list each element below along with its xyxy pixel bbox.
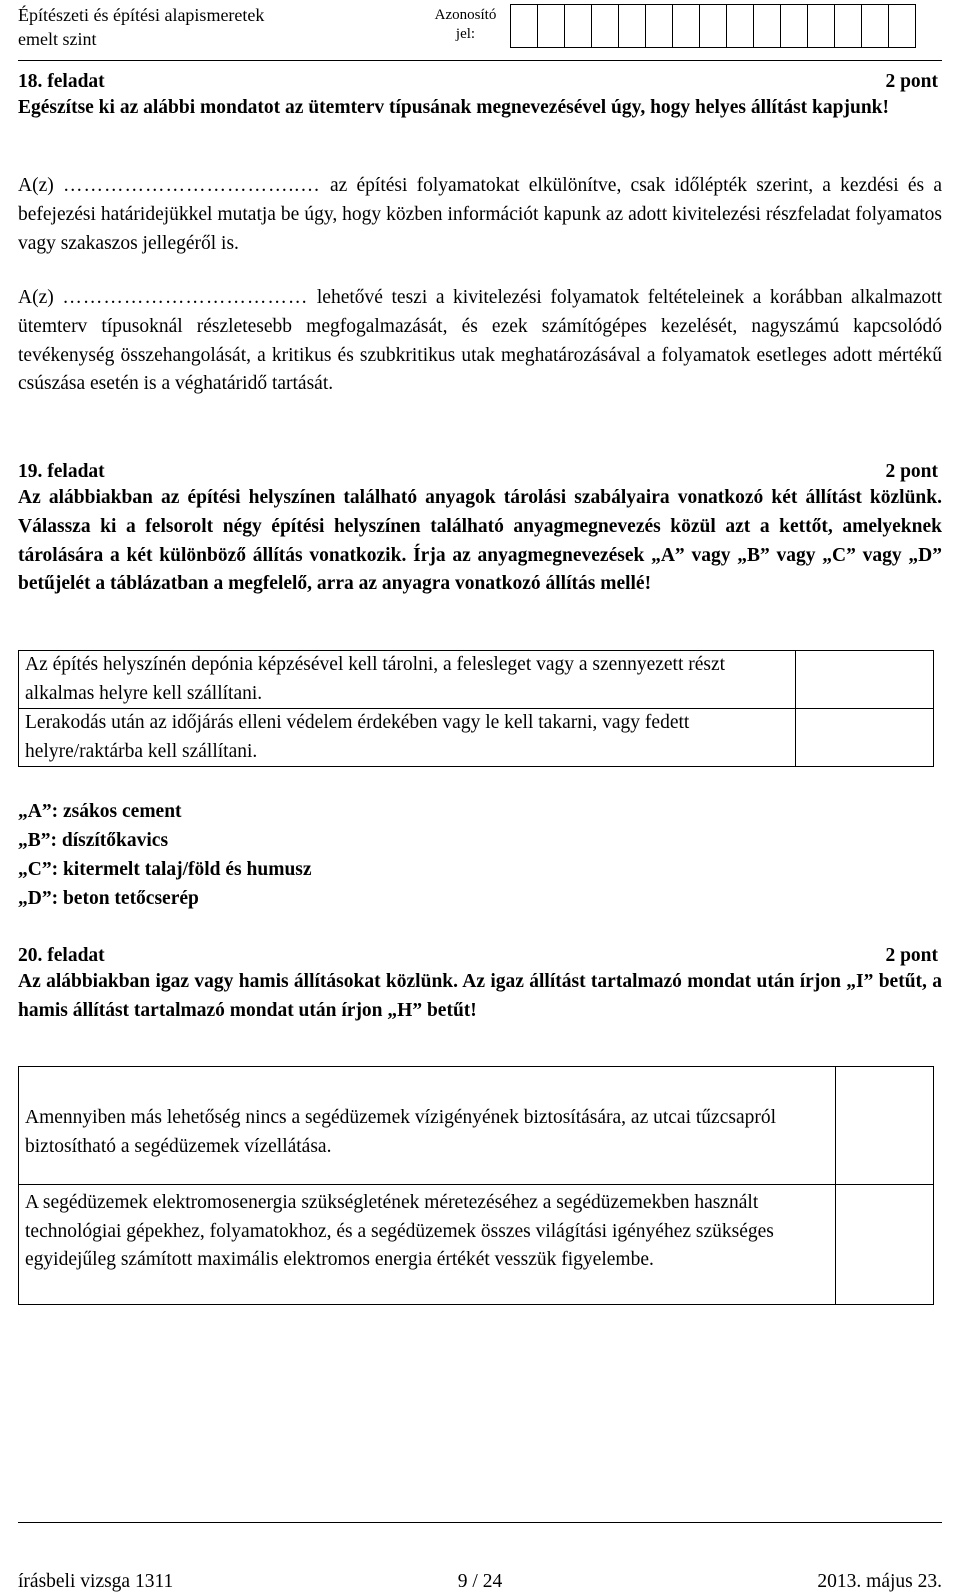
id-code-box[interactable] xyxy=(645,4,673,48)
id-label xyxy=(418,6,513,44)
task18-s2-text: lehetővé teszi a kivitelezési folyamatok feltételeinek a korábban alkalmazott ütemterv típusoknál részletesebb megfogalmazását, és ezek számítógépes kezelését, nagyszámú kapcsolódó tevékenység összehangolását, a kritikus és szubkritikus utak meghatározásával a folyamatok esetleges adott mértékű csúszása esetén is a véghatáridő tartását. xyxy=(18,287,943,395)
id-code-box[interactable] xyxy=(672,4,700,48)
task18-s1-blank[interactable]: ……………………………..… xyxy=(62,175,321,196)
id-code-box[interactable] xyxy=(537,4,565,48)
id-code-box[interactable] xyxy=(564,4,592,48)
task19-option-d: „D”: beton tetőcserép xyxy=(18,888,199,909)
task18-number: 18. feladat xyxy=(18,71,105,92)
id-code-box[interactable] xyxy=(510,4,538,48)
footer-date: 2013. május 23. xyxy=(817,1571,942,1592)
task20-table xyxy=(18,1066,934,1305)
task19-instruction: Az alábbiakban az építési helyszínen található anyagok tárolási szabályaira vonatkozó két állítást közlünk. Válassza ki a felsorolt négy építési helyszínen található anyagmegnevezés közül azt a kettőt, amelyeknek tárolására a két különböző állítás vonatkozik. Írja az anyagmegnevezések „A” vagy „B” vagy „C” vagy „D” betűjelét a táblázatban a megfelelő, arra az anyagra vonatkozó állítás mellé! xyxy=(18,487,942,595)
id-code-boxes[interactable] xyxy=(511,4,916,48)
task20-answer-cell-2[interactable] xyxy=(836,1185,934,1305)
task20-points: 2 pont xyxy=(885,945,938,966)
task18-s2-blank[interactable]: ……………………………… xyxy=(62,287,309,308)
task19-answer-cell-2[interactable] xyxy=(796,709,934,767)
task18-sentence1 xyxy=(18,172,942,258)
id-code-box[interactable] xyxy=(753,4,781,48)
id-code-box[interactable] xyxy=(834,4,862,48)
subject-title: Építészeti és építési alapismeretek xyxy=(18,5,265,25)
task19-statement-2: Lerakodás után az időjárás elleni védelem érdekében vagy le kell takarni, vagy fedett helyre/raktárba kell szállítani. xyxy=(19,709,796,767)
task19-option-a: „A”: zsákos cement xyxy=(18,801,182,822)
task18-points: 2 pont xyxy=(885,71,938,92)
task19-option-b: „B”: díszítőkavics xyxy=(18,830,169,851)
id-code-box[interactable] xyxy=(807,4,835,48)
id-code-box[interactable] xyxy=(699,4,727,48)
table-row xyxy=(19,1067,934,1185)
id-label-line2: jel: xyxy=(455,26,476,42)
task20-statement-1: Amennyiben más lehetőség nincs a segédüzemek vízigényének biztosítására, az utcai tűzcsapról biztosítható a segédüzemek vízellátása. xyxy=(19,1067,836,1185)
task18-header xyxy=(18,68,938,96)
task20-instruction: Az alábbiakban igaz vagy hamis állításokat közlünk. Az igaz állítást tartalmazó mondat után írjon „I” betűt, a hamis állítást tartalmazó mondat után írjon „H” betűt! xyxy=(18,971,942,1021)
task20-number: 20. feladat xyxy=(18,945,105,966)
footer-page-number: 9 / 24 xyxy=(457,1571,503,1592)
task18-s1-text: az építési folyamatokat elkülönítve, csak időlépték szerint, a kezdési és a befejezési határidejükkel mutatja be úgy, hogy közben információt kapunk az adott kivitelezési részfeladat folyamatos vagy szakaszos jellegéről is. xyxy=(18,175,943,254)
task19-table xyxy=(18,650,934,767)
id-code-box[interactable] xyxy=(726,4,754,48)
task18-instruction: Egészítse ki az alábbi mondatot az ütemterv típusának megnevezésével úgy, hogy helyes állítást kapjunk! xyxy=(18,97,889,118)
id-code-box[interactable] xyxy=(780,4,808,48)
id-code-box[interactable] xyxy=(861,4,889,48)
task20-answer-cell-1[interactable] xyxy=(836,1067,934,1185)
table-row xyxy=(19,651,934,709)
task19-statement-1: Az építés helyszínén depónia képzésével kell tárolni, a felesleget vagy a szennyezett részt alkalmas helyre kell szállítani. xyxy=(19,651,796,709)
task19-header xyxy=(18,458,938,486)
task20-statement-2: A segédüzemek elektromosenergia szükségletének méretezéséhez a segédüzemekben használt technológiai gépekhez, folyamatokhoz, és a segédüzemek összes világítási igényéhez szükséges egyidejűleg számított maximális elektromos energia értékét vesszük figyelembe. xyxy=(19,1185,836,1305)
footer-exam-code: írásbeli vizsga 1311 xyxy=(18,1571,174,1592)
subject-level: emelt szint xyxy=(18,29,97,49)
task19-number: 19. feladat xyxy=(18,461,105,482)
task18-sentence2 xyxy=(18,284,942,399)
task19-answer-cell-1[interactable] xyxy=(796,651,934,709)
footer-rule xyxy=(18,1522,942,1523)
table-row xyxy=(19,1185,934,1305)
task20-header xyxy=(18,942,938,970)
id-label-line1: Azonosító xyxy=(434,7,497,23)
id-code-box[interactable] xyxy=(888,4,916,48)
task19-points: 2 pont xyxy=(885,461,938,482)
table-row xyxy=(19,709,934,767)
task18-s1-prefix: A(z) xyxy=(18,175,54,196)
task18-s2-prefix: A(z) xyxy=(18,287,54,308)
id-code-box[interactable] xyxy=(591,4,619,48)
task19-option-c: „C”: kitermelt talaj/föld és humusz xyxy=(18,859,312,880)
header-rule xyxy=(18,60,942,61)
id-code-box[interactable] xyxy=(618,4,646,48)
